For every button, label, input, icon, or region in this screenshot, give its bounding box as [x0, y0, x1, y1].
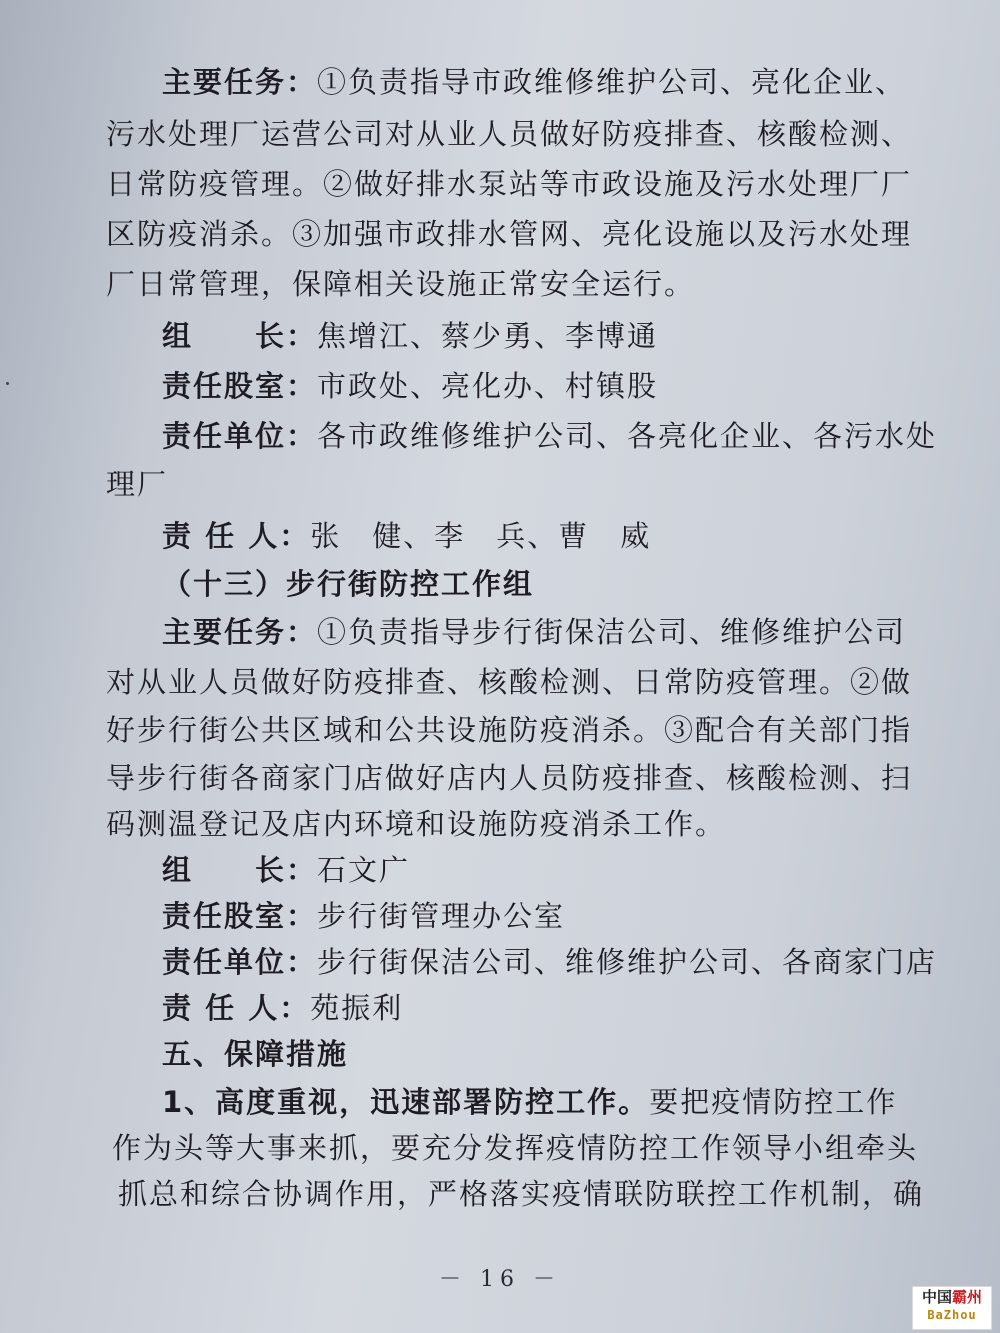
- s13-heading: （十三）步行街防控工作组: [162, 567, 535, 601]
- s12-leader-label: 组 长：: [162, 319, 318, 353]
- s13-leader-value: 石文广: [317, 853, 411, 887]
- s13-leader-label: 组 长：: [162, 853, 318, 887]
- s12-task-line-5: 厂日常管理，保障相关设施正常安全运行。: [106, 267, 696, 301]
- watermark-en: BaZhou: [927, 1308, 977, 1322]
- s12-unit-line-1: [162, 418, 937, 454]
- s13-unit-line: [162, 944, 937, 980]
- s12-office-line: [162, 368, 658, 404]
- s12-task-line-4: 区防疫消杀。③加强市政排水管网、亮化设施以及污水处理: [106, 217, 913, 251]
- s12-unit-line-2: 理厂: [106, 467, 169, 501]
- s13-task-line-3: 好步行街公共区域和公共设施防疫消杀。③配合有关部门指: [106, 713, 913, 747]
- watermark-cn-red: 霸州: [952, 1288, 983, 1306]
- s12-task-label: 主要任务：: [162, 65, 318, 99]
- s5-item1-lead: 1、高度重视，迅速部署防控工作。: [162, 1085, 650, 1119]
- s5-heading: 五、保障措施: [162, 1037, 349, 1071]
- watermark-cn-black: 中国: [921, 1288, 952, 1306]
- s12-task-text-1: ①负责指导市政维修维护公司、亮化企业、: [317, 65, 907, 99]
- s13-person-label: 责 任 人：: [162, 991, 311, 1025]
- s13-task-line-1: [162, 614, 906, 650]
- s12-leader-line: [162, 318, 658, 354]
- s13-unit-value: 步行街保洁公司、维修维护公司、各商家门店: [317, 945, 938, 979]
- page-number: － 16 －: [439, 1267, 561, 1292]
- s12-person-value: 张 健、李 兵、曹 威: [310, 519, 652, 553]
- s13-task-label: 主要任务：: [162, 615, 318, 649]
- s13-office-value: 步行街管理办公室: [317, 899, 566, 933]
- s13-task-line-5: 码测温登记及店内环境和设施防疫消杀工作。: [106, 807, 727, 841]
- watermark-cn: [913, 1287, 991, 1307]
- s13-office-line: [162, 898, 565, 934]
- s13-task-line-2: 对从业人员做好防疫排查、核酸检测、日常防疫管理。②做: [106, 665, 913, 699]
- s12-person-label: 责 任 人：: [162, 519, 311, 553]
- s12-task-line-1: [162, 64, 906, 100]
- scan-speck: [6, 382, 9, 385]
- s12-task-line-3: 日常防疫管理。②做好排水泵站等市政设施及污水处理厂厂: [106, 167, 913, 201]
- s5-item1-line-3: 抓总和综合协调作用，严格落实疫情联防联控工作机制，确: [118, 1177, 925, 1211]
- s13-task-line-4: 导步行街各商家门店做好店内人员防疫排查、核酸检测、扫: [106, 761, 913, 795]
- s5-item1-line-2: 作为头等大事来抓，要充分发挥疫情防控工作领导小组牵头: [112, 1131, 919, 1165]
- s5-item1-line-1: [162, 1084, 897, 1120]
- s13-unit-label: 责任单位：: [162, 945, 318, 979]
- s13-leader-line: [162, 852, 410, 888]
- s13-office-label: 责任股室：: [162, 899, 318, 933]
- s13-person-line: [162, 990, 403, 1026]
- s5-item1-text-1: 要把疫情防控工作: [649, 1085, 898, 1119]
- s13-person-value: 苑振利: [310, 991, 404, 1025]
- s12-office-label: 责任股室：: [162, 369, 318, 403]
- s12-leader-value: 焦增江、蔡少勇、李博通: [317, 319, 659, 353]
- s13-task-text-1: ①负责指导步行街保洁公司、维修维护公司: [317, 615, 907, 649]
- s12-office-value: 市政处、亮化办、村镇股: [317, 369, 659, 403]
- site-watermark-logo: [912, 1286, 992, 1330]
- s12-unit-value-1: 各市政维修维护公司、各亮化企业、各污水处: [317, 419, 938, 453]
- s12-task-line-2: 污水处理厂运营公司对从业人员做好防疫排查、核酸检测、: [106, 117, 913, 151]
- s12-person-line: [162, 518, 651, 554]
- s12-unit-label: 责任单位：: [162, 419, 318, 453]
